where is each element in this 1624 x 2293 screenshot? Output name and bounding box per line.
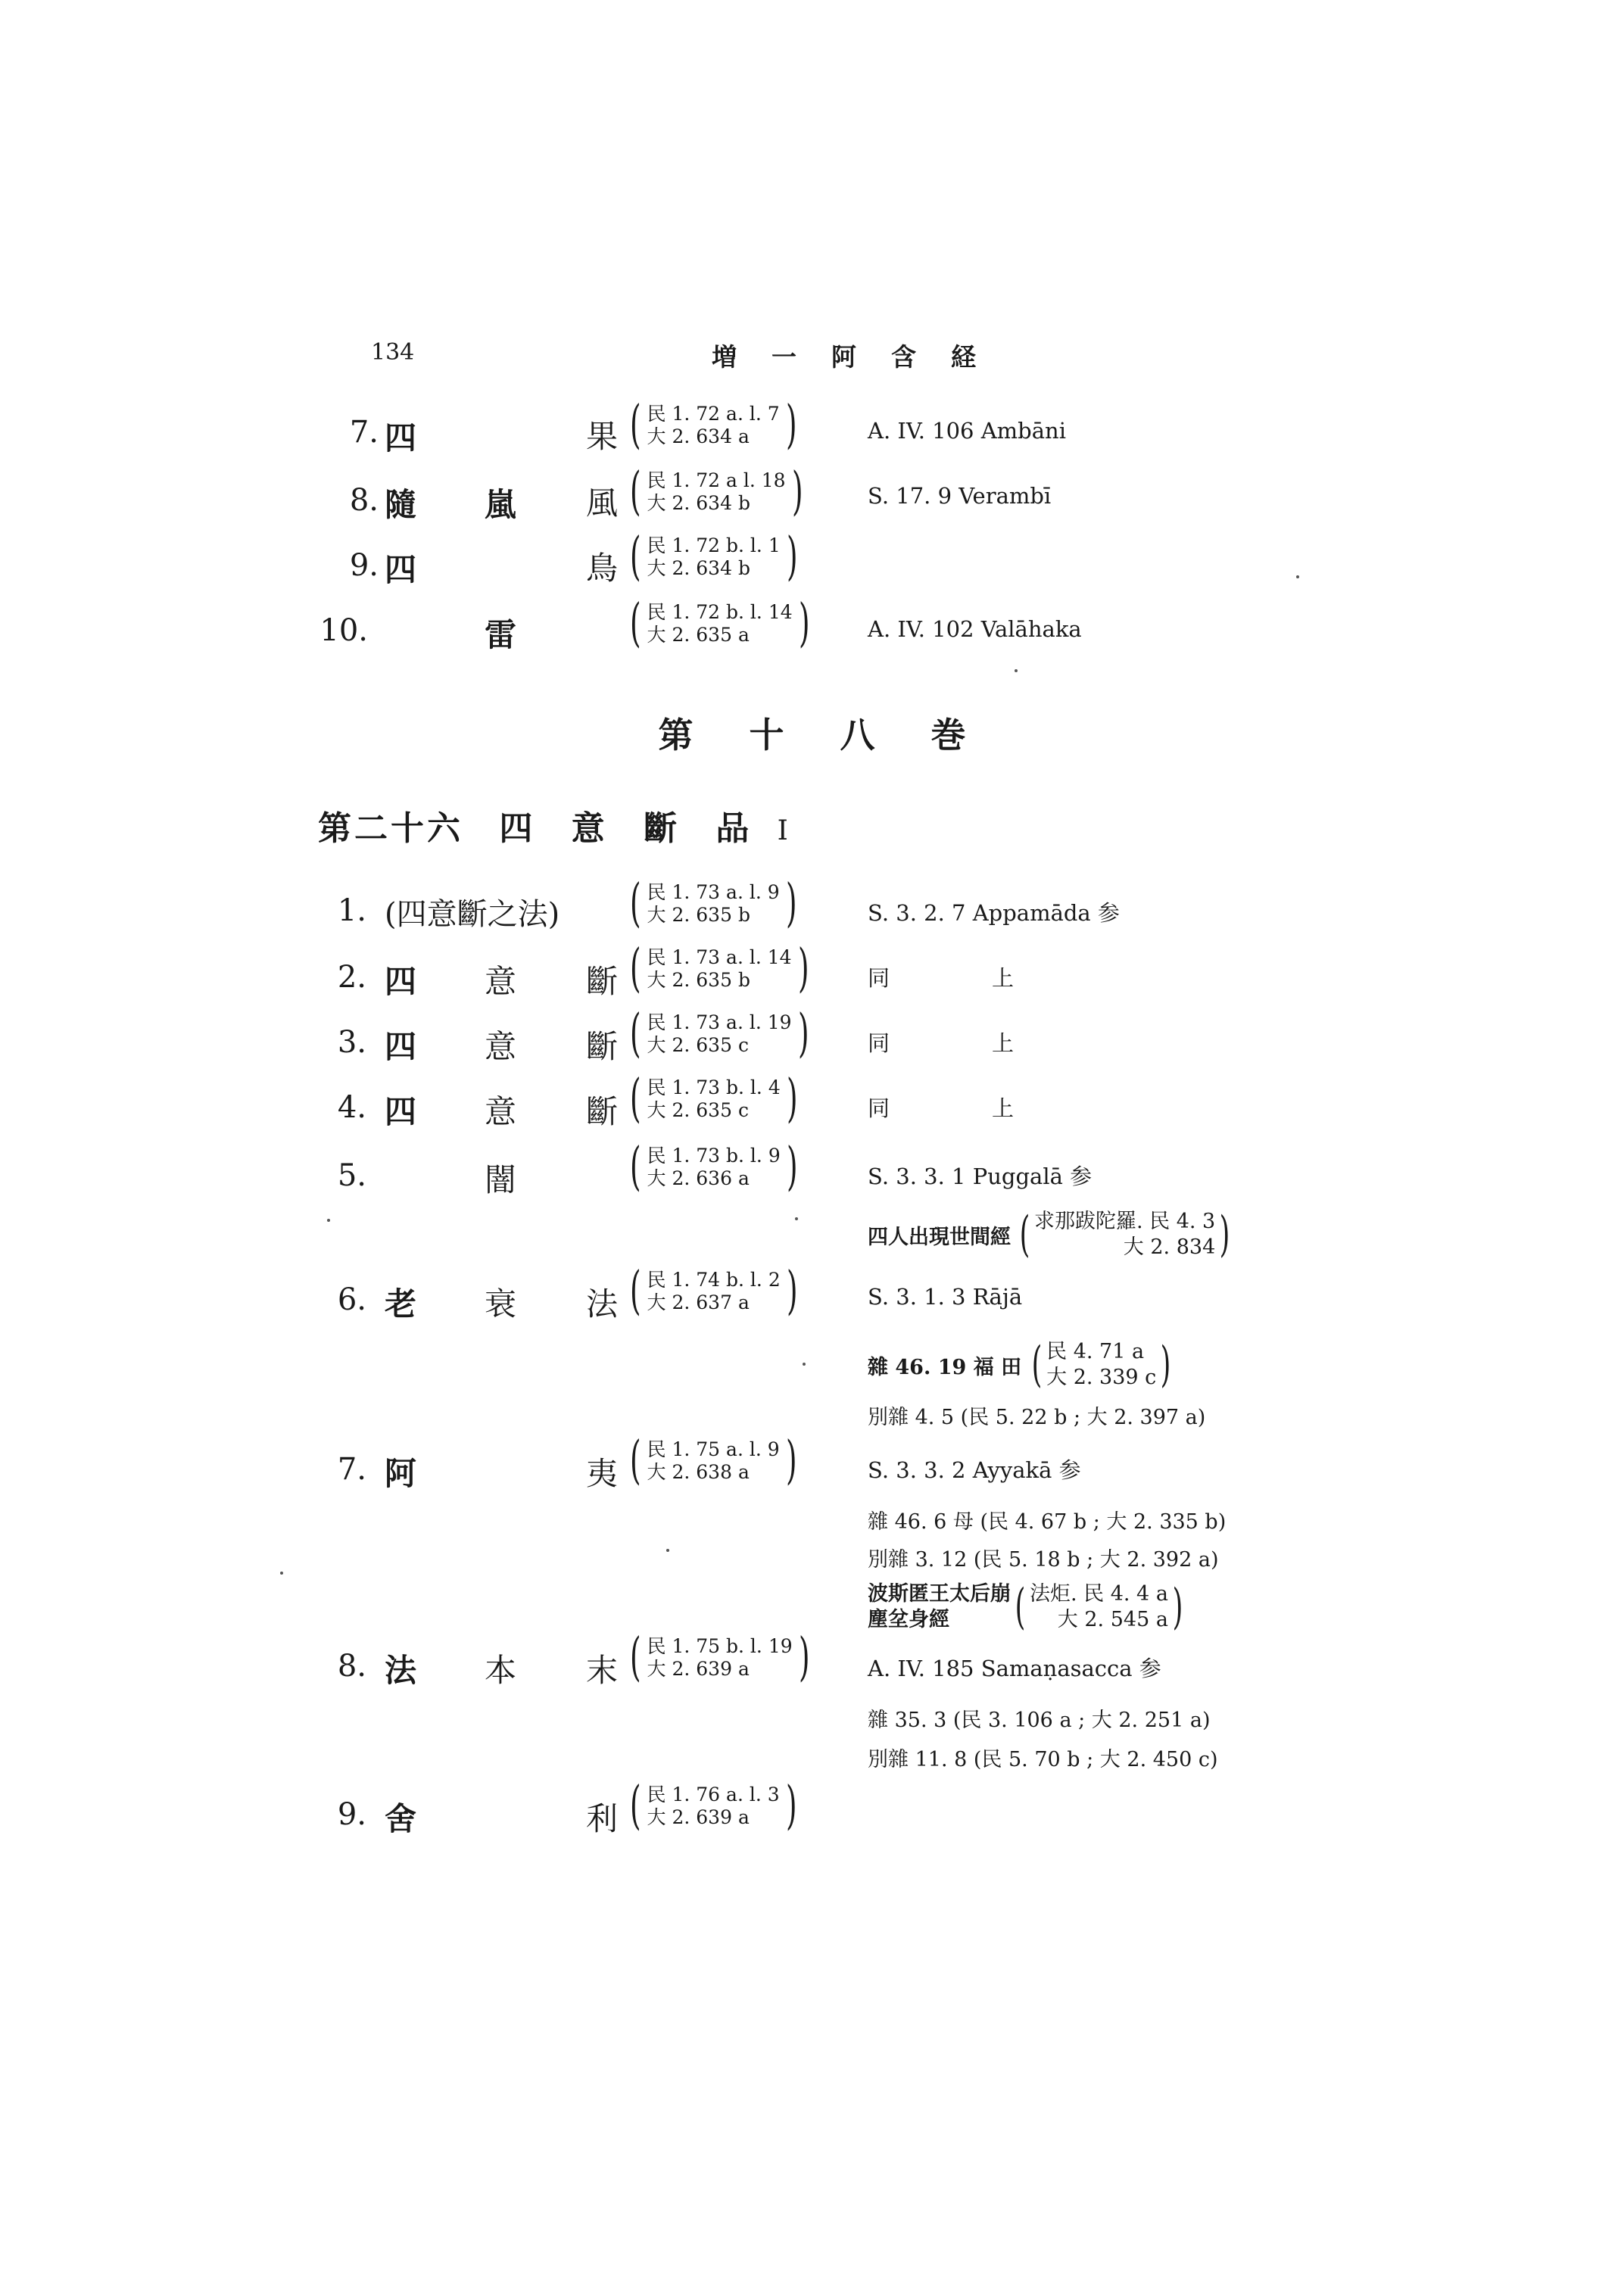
- parallel-sutra: 波斯匿王太后崩 塵坌身經 ( 法炬. 民 4. 4 a 大 2. 545 a ): [868, 1579, 1183, 1635]
- ref-line-1: 民 1. 76 a. l. 3: [647, 1784, 780, 1805]
- entry-number: 9.: [349, 548, 379, 583]
- ref-line-2: 大 2. 635 c: [647, 1034, 749, 1056]
- ref-block: ( 民 1. 72 a l. 18 大 2. 634 b ): [629, 462, 803, 522]
- chapter-heading: [318, 801, 791, 849]
- parallel-label: 四人出現世間經: [868, 1225, 1011, 1249]
- ref-line-1: 民 1. 72 a. l. 7: [647, 403, 780, 425]
- parallel-label-b: 塵坌身經: [868, 1608, 949, 1631]
- scan-speck: [795, 1217, 798, 1220]
- ref-line-1: 民 1. 73 b. l. 9: [647, 1145, 781, 1167]
- entry-title-char: 意: [485, 1093, 517, 1130]
- entry-title-char: 四: [385, 1093, 417, 1130]
- ref-block: ( 民 1. 73 b. l. 4 大 2. 635 c ): [629, 1069, 798, 1129]
- entry-title-char: 四: [385, 963, 417, 1000]
- ref-line-1: 民 1. 73 b. l. 4: [647, 1076, 781, 1098]
- entry-title-char: 斷: [586, 963, 619, 1000]
- entry-title-char: 衰: [485, 1285, 517, 1323]
- ref-block: ( 民 1. 73 a. l. 14 大 2. 635 b ): [629, 939, 809, 999]
- entry-number: 9.: [337, 1797, 366, 1832]
- ref-line-2: 大 2. 635 b: [647, 904, 750, 926]
- ref-line-1: 民 1. 75 b. l. 19: [647, 1635, 793, 1657]
- chapter-title-char: 斷: [643, 809, 680, 848]
- ref-line-1: 民 1. 75 a. l. 9: [647, 1438, 780, 1460]
- entry-number: 7.: [337, 1452, 366, 1487]
- scan-speck: [1015, 669, 1018, 672]
- same-as-above-a: 同: [868, 1030, 890, 1056]
- entry-title-char: 夷: [586, 1455, 619, 1492]
- parallel-ref-b: 大 2. 339 c: [1046, 1366, 1157, 1389]
- chapter-title-char: 四: [499, 809, 536, 848]
- page-number: 134: [371, 339, 415, 366]
- entry-title-char: 四: [385, 419, 417, 456]
- entry-title: (四意斷之法): [385, 897, 560, 932]
- scan-speck: [666, 1549, 669, 1552]
- ref-line-1: 民 1. 74 b. l. 2: [647, 1269, 781, 1291]
- entry-title-char: 四: [385, 1028, 417, 1065]
- entry-number: 8.: [349, 483, 379, 518]
- entry-title-char: 阿: [385, 1455, 417, 1492]
- parallel-sutra: 別雜 4. 5 (民 5. 22 b ; 大 2. 397 a): [868, 1406, 1206, 1429]
- entry-number: 3.: [337, 1025, 366, 1060]
- parallel-sutra: 別雜 11. 8 (民 5. 70 b ; 大 2. 450 c): [868, 1748, 1218, 1771]
- entry-number: 4.: [337, 1090, 366, 1125]
- ref-line-2: 大 2. 639 a: [647, 1806, 750, 1828]
- parallel-sutra: 雜 35. 3 (民 3. 106 a ; 大 2. 251 a): [868, 1709, 1211, 1732]
- entry-title-char: 斷: [586, 1093, 619, 1130]
- entry-title-char: 意: [485, 963, 517, 1000]
- entry-title-char: 四: [385, 551, 417, 588]
- entry-number: 6.: [337, 1282, 366, 1317]
- same-as-above-b: 上: [992, 1095, 1015, 1121]
- entry-number: 7.: [349, 415, 379, 450]
- chapter-number: 第二十六: [318, 809, 463, 848]
- entry-title-char: 隨: [385, 486, 417, 523]
- entry-title-char: 意: [485, 1028, 517, 1065]
- ref-block: ( 民 1. 75 a. l. 9 大 2. 638 a ): [629, 1431, 797, 1491]
- ref-line-2: 大 2. 638 a: [647, 1461, 750, 1483]
- cross-reference: S. 3. 3. 1 Puggalā 参: [868, 1164, 1093, 1189]
- scan-speck: [1296, 575, 1299, 578]
- cross-reference: A. IV. 185 Samaṇasacca 参: [868, 1656, 1161, 1681]
- same-as-above-a: 同: [868, 965, 890, 991]
- ref-block: ( 民 1. 72 a. l. 7 大 2. 634 a ): [629, 395, 797, 455]
- same-as-above-b: 上: [992, 965, 1015, 991]
- ref-block: ( 民 1. 73 b. l. 9 大 2. 636 a ): [629, 1137, 798, 1197]
- ref-line-1: 民 1. 73 a. l. 9: [647, 881, 780, 903]
- ref-line-1: 民 1. 72 b. l. 14: [647, 601, 793, 623]
- cross-reference: S. 3. 2. 7 Appamāda 参: [868, 900, 1120, 926]
- chapter-title-char: 品: [715, 809, 753, 848]
- entry-title-char: 末: [586, 1652, 619, 1689]
- scan-speck: [327, 1219, 330, 1222]
- ref-line-2: 大 2. 639 a: [647, 1658, 750, 1680]
- parallel-sutra: 雜 46. 19 福 田 ( 民 4. 71 a 大 2. 339 c ): [868, 1337, 1171, 1393]
- parallel-ref-b: 大 2. 834: [1123, 1235, 1216, 1259]
- ref-line-2: 大 2. 636 a: [647, 1167, 750, 1189]
- cross-reference: S. 17. 9 Verambī: [868, 483, 1052, 509]
- entry-title-char: 鳥: [586, 550, 619, 587]
- cross-reference: A. IV. 102 Valāhaka: [868, 616, 1082, 642]
- ref-line-2: 大 2. 635 b: [647, 969, 750, 991]
- ref-block: ( 民 1. 73 a. l. 9 大 2. 635 b ): [629, 874, 797, 933]
- ref-line-1: 民 1. 73 a. l. 19: [647, 1011, 792, 1033]
- ref-block: ( 民 1. 72 b. l. 14 大 2. 635 a ): [629, 594, 810, 653]
- ref-block: ( 民 1. 75 b. l. 19 大 2. 639 a ): [629, 1628, 810, 1687]
- ref-block: ( 民 1. 76 a. l. 3 大 2. 639 a ): [629, 1776, 797, 1836]
- entry-title-char: 老: [385, 1285, 417, 1323]
- parallel-sutra: 四人出現世間經 ( 求那跋陀羅. 民 4. 3 大 2. 834 ): [868, 1207, 1230, 1263]
- ref-line-2: 大 2. 635 a: [647, 624, 750, 646]
- entry-title-char: 嵐: [485, 486, 517, 523]
- parallel-ref-a: 民 4. 71 a: [1046, 1340, 1145, 1363]
- cross-reference: S. 3. 1. 3 Rājā: [868, 1284, 1023, 1310]
- entry-title-char: 果: [586, 418, 619, 455]
- ref-line-2: 大 2. 634 b: [647, 492, 750, 514]
- entry-title-char: 舍: [385, 1800, 417, 1837]
- entry-number: 1.: [337, 893, 366, 928]
- entry-title-char: 利: [586, 1800, 619, 1837]
- parallel-ref-a: 求那跋陀羅. 民 4. 3: [1033, 1210, 1216, 1233]
- entry-title-char: 斷: [586, 1028, 619, 1065]
- chapter-title-char: 意: [571, 809, 608, 848]
- scan-speck: [280, 1572, 283, 1575]
- same-as-above-b: 上: [992, 1030, 1015, 1056]
- entry-number: 8.: [337, 1649, 366, 1684]
- entry-number: 5.: [337, 1158, 366, 1193]
- ref-line-2: 大 2. 634 a: [647, 425, 750, 447]
- entry-number: 10.: [320, 613, 368, 648]
- entry-title-char: 雷: [485, 616, 517, 653]
- volume-title: 第十八巻: [658, 715, 1022, 756]
- parallel-sutra: 雜 46. 6 母 (民 4. 67 b ; 大 2. 335 b): [868, 1510, 1227, 1534]
- entry-title-char: 本: [485, 1652, 517, 1689]
- parallel-label: 雜 46. 19 福 田: [868, 1355, 1022, 1379]
- ref-block: ( 民 1. 73 a. l. 19 大 2. 635 c ): [629, 1004, 809, 1064]
- entry-number: 2.: [337, 960, 366, 995]
- ref-line-1: 民 1. 72 a l. 18: [647, 469, 786, 491]
- cross-reference: S. 3. 3. 2 Ayyakā 参: [868, 1457, 1081, 1483]
- same-as-above-a: 同: [868, 1095, 890, 1121]
- ref-line-2: 大 2. 637 a: [647, 1291, 750, 1313]
- parallel-ref-b: 大 2. 545 a: [1057, 1608, 1168, 1631]
- ref-line-1: 民 1. 72 b. l. 1: [647, 534, 781, 556]
- ref-line-2: 大 2. 634 b: [647, 557, 750, 579]
- ref-line-1: 民 1. 73 a. l. 14: [647, 946, 792, 968]
- entry-title-char: 風: [586, 484, 619, 522]
- ref-block: ( 民 1. 74 b. l. 2 大 2. 637 a ): [629, 1261, 798, 1321]
- cross-reference: A. IV. 106 Ambāni: [868, 418, 1066, 444]
- entry-title-char: 法: [385, 1652, 417, 1689]
- chapter-roman: I: [777, 815, 791, 846]
- ref-line-2: 大 2. 635 c: [647, 1099, 749, 1121]
- entry-title-char: 法: [586, 1285, 619, 1323]
- running-title: 増一阿含経: [712, 342, 1011, 372]
- parallel-sutra: 別雜 3. 12 (民 5. 18 b ; 大 2. 392 a): [868, 1548, 1219, 1572]
- entry-title-char: 闇: [485, 1161, 517, 1198]
- ref-block: ( 民 1. 72 b. l. 1 大 2. 634 b ): [629, 527, 798, 587]
- scan-speck: [803, 1363, 806, 1366]
- parallel-ref-a: 法炬. 民 4. 4 a: [1029, 1582, 1168, 1606]
- parallel-label-a: 波斯匿王太后崩: [868, 1582, 1011, 1606]
